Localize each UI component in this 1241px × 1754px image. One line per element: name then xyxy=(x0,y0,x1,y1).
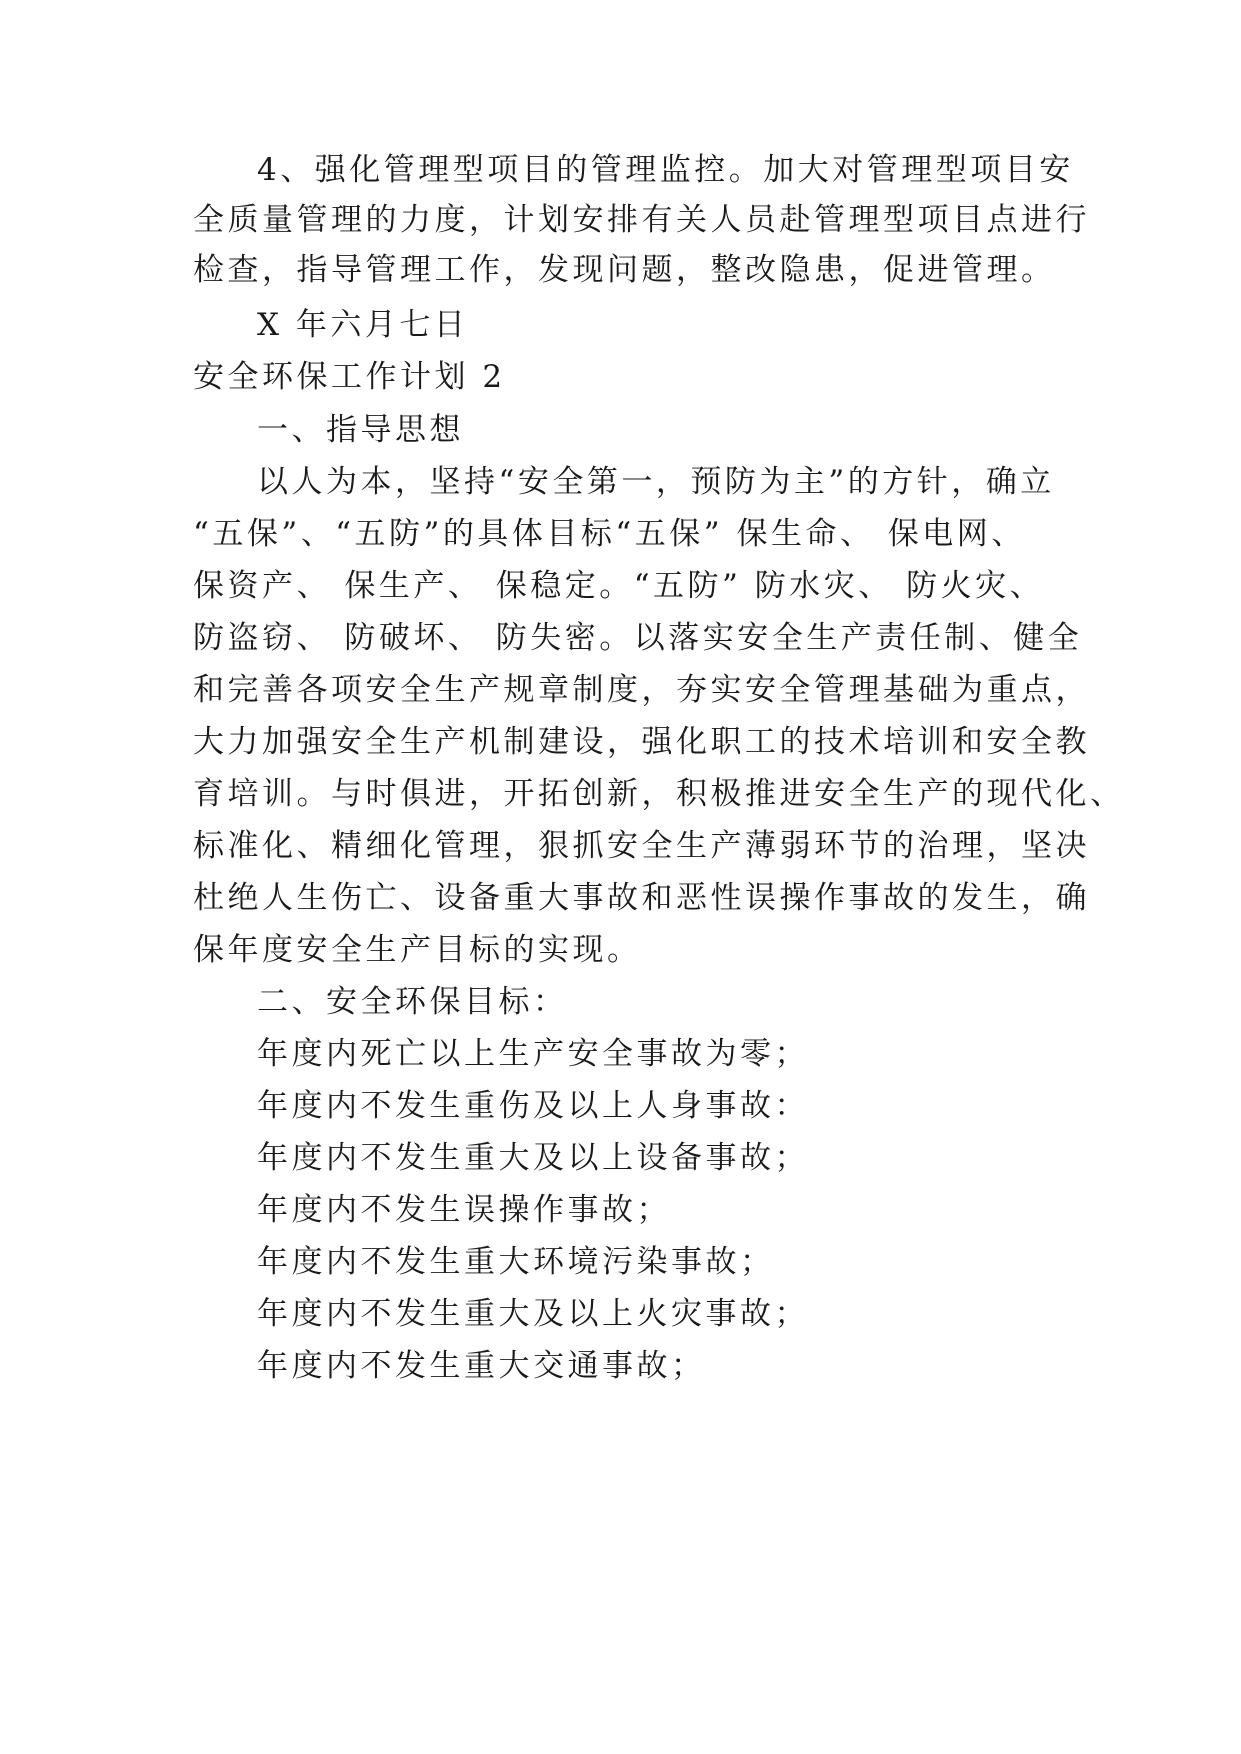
goal-item: 年度内不发生重大及以上火灾事故； xyxy=(257,1296,809,1332)
goal-item: 年度内不发生重大环境污染事故； xyxy=(257,1244,775,1280)
section-title: 安全环保工作计划 2 xyxy=(193,359,506,395)
date-line: X 年六月七日 xyxy=(257,307,469,343)
paragraph-line: 保年度安全生产目标的实现。 xyxy=(193,932,642,968)
goal-item: 年度内不发生重大及以上设备事故； xyxy=(257,1140,809,1176)
heading-guiding-ideology: 一、指导思想 xyxy=(257,412,464,448)
paragraph-line: 检查，指导管理工作，发现问题，整改隐患，促进管理。 xyxy=(193,252,1056,288)
paragraph-line: 标准化、精细化管理，狠抓安全生产薄弱环节的治理，坚决 xyxy=(193,828,1090,864)
paragraph-line: 以人为本，坚持“安全第一，预防为主”的方针，确立 xyxy=(257,464,1055,500)
goal-item: 年度内不发生重大交通事故； xyxy=(257,1348,706,1384)
paragraph-line: 4、强化管理型项目的管理监控。加大对管理型项目安 xyxy=(257,152,1074,188)
paragraph-line: 全质量管理的力度，计划安排有关人员赴管理型项目点进行 xyxy=(193,202,1090,238)
paragraph-line: 和完善各项安全生产规章制度，夯实安全管理基础为重点， xyxy=(193,672,1090,708)
paragraph-line: 育培训。与时俱进，开拓创新，积极推进安全生产的现代化、 xyxy=(193,776,1125,812)
goal-item: 年度内不发生重伤及以上人身事故： xyxy=(257,1088,809,1124)
heading-safety-goals: 二、安全环保目标： xyxy=(257,984,568,1020)
paragraph-line: 防盗窃、 防破坏、 防失密。以落实安全生产责任制、健全 xyxy=(193,620,1083,656)
paragraph-line: 大力加强安全生产机制建设，强化职工的技术培训和安全教 xyxy=(193,724,1090,760)
paragraph-line: “五保”、“五防”的具体目标“五保” 保生命、 保电网、 xyxy=(193,516,1026,552)
goal-item: 年度内不发生误操作事故； xyxy=(257,1192,671,1228)
paragraph-line: 杜绝人生伤亡、设备重大事故和恶性误操作事故的发生，确 xyxy=(193,880,1090,916)
paragraph-line: 保资产、 保生产、 保稳定。“五防” 防水灾、 防火灾、 xyxy=(193,568,1045,604)
goal-item: 年度内死亡以上生产安全事故为零； xyxy=(257,1036,809,1072)
